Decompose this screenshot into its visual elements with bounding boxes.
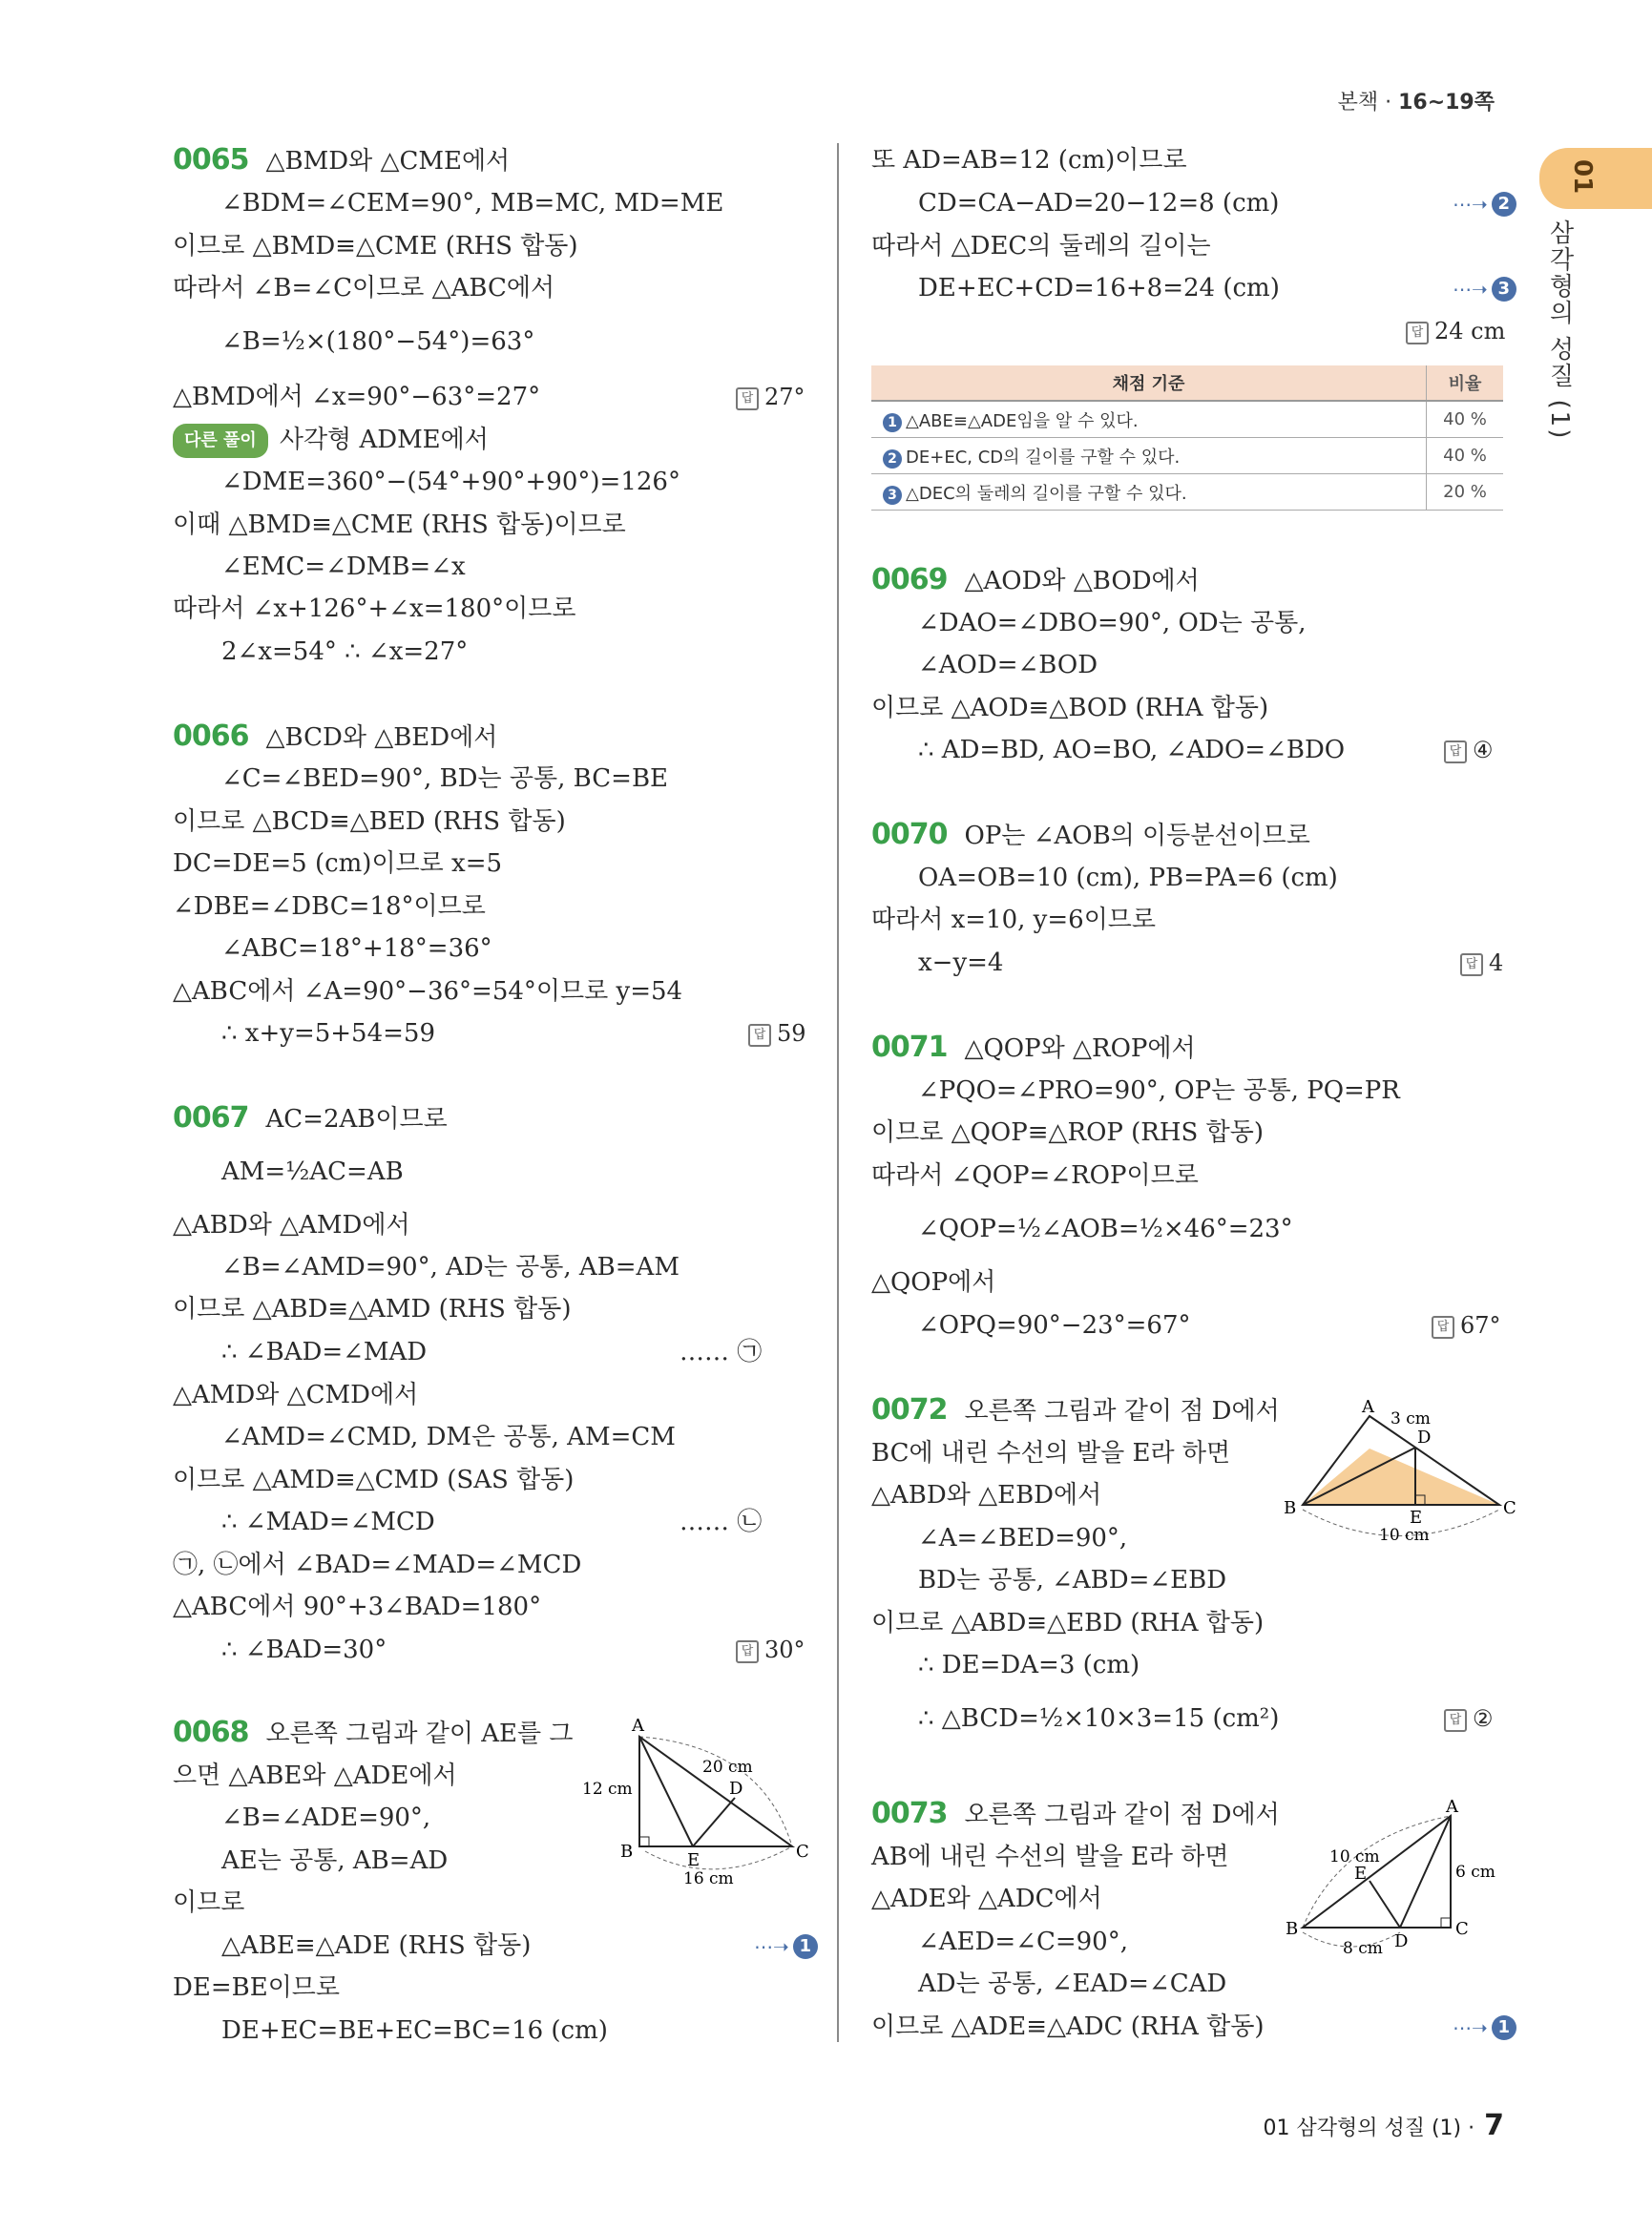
text-line: 또 AD=AB=12 (cm)이므로: [871, 146, 1187, 175]
fig-label: C: [796, 1842, 809, 1862]
text-line: 따라서 ∠QOP=∠ROP이므로: [871, 1161, 1199, 1190]
answer-0072: 답 ②: [1444, 1705, 1494, 1732]
problem-0072-heading: 0072 오른쪽 그림과 같이 점 D에서: [871, 1393, 1280, 1427]
text-line: 이므로 △BCD≡△BED (RHS 합동): [173, 807, 566, 836]
table-row: 1 △ABE≡△ADE임을 알 수 있다. 40 %: [871, 401, 1503, 438]
text-line: BD는 공통, ∠ABD=∠EBD: [918, 1566, 1227, 1595]
fig-label: B: [1284, 1498, 1297, 1518]
text-line: ∠BDM=∠CEM=90°, MB=MC, MD=ME: [221, 189, 724, 218]
fig-label: D: [729, 1779, 743, 1799]
fig-label: E: [687, 1850, 701, 1870]
text-line: DE+EC+CD=16+8=24 (cm): [918, 274, 1280, 302]
fig-label: B: [620, 1842, 634, 1862]
fig-label: A: [1446, 1799, 1458, 1817]
page-range: 16~19쪽: [1398, 91, 1495, 115]
text-line: ㉠, ㉡에서 ∠BAD=∠MAD=∠MCD: [173, 1551, 582, 1579]
fig-label: C: [1503, 1498, 1516, 1518]
text-line: △ABE≡△ADE (RHS 합동): [221, 1931, 532, 1960]
text-line: 따라서 ∠x+126°+∠x=180°이므로: [173, 594, 576, 623]
text-line: ∠EMC=∠DMB=∠x: [221, 553, 466, 581]
text-line: 2∠x=54° ∴ ∠x=27°: [221, 637, 469, 666]
text-line: △QOP에서: [871, 1268, 996, 1297]
text-line: ∠B=∠ADE=90°,: [221, 1804, 431, 1832]
fig-label: 8 cm: [1343, 1939, 1383, 1958]
text-line: ∠B=∠AMD=90°, AD는 공통, AB=AM: [221, 1253, 680, 1282]
answer-0065: 답 27°: [736, 384, 805, 410]
text-line: ∠A=∠BED=90°,: [918, 1524, 1128, 1553]
answer-0066: 답 59: [748, 1020, 806, 1047]
problem-0068-heading: 0068 오른쪽 그림과 같이 AE를 그: [173, 1716, 574, 1749]
alt-solution-badge: 다른 풀이: [173, 424, 268, 458]
text-line: ∠AMD=∠CMD, DM은 공통, AM=CM: [221, 1423, 676, 1451]
text-line: ∠AED=∠C=90°,: [918, 1928, 1128, 1956]
rubric-header: 채점 기준: [871, 365, 1427, 401]
text-line: △ABD와 △EBD에서: [871, 1481, 1102, 1510]
page-footer: 01 삼각형의 성질 (1) · 7: [1263, 2109, 1504, 2142]
alt-solution-line: 다른 풀이 사각형 ADME에서: [173, 424, 489, 458]
text-line: ∠QOP=½∠AOB=½×46°=23°: [918, 1215, 1293, 1243]
answer-0069: 답 ④: [1444, 737, 1494, 763]
text-line: CD=CA−AD=20−12=8 (cm): [918, 189, 1280, 218]
text-line: ∠PQO=∠PRO=90°, OP는 공통, PQ=PR: [918, 1076, 1400, 1105]
fig-label: B: [1286, 1919, 1299, 1939]
fig-label: 10 cm: [1329, 1847, 1380, 1866]
fig-label: 16 cm: [683, 1869, 734, 1888]
text-line: 이므로 △ABD≡△EBD (RHA 합동): [871, 1609, 1265, 1637]
page-header: 본책 · 16~19쪽: [1337, 91, 1495, 115]
problem-0070-heading: 0070 OP는 ∠AOB의 이등분선이므로: [871, 818, 1310, 851]
fig-label: D: [1394, 1931, 1409, 1951]
text-line: 이므로 △AMD≡△CMD (SAS 합동): [173, 1466, 575, 1494]
fig-label: 12 cm: [582, 1780, 633, 1799]
fig-label: 10 cm: [1379, 1526, 1430, 1545]
text-line: △AMD와 △CMD에서: [173, 1381, 419, 1409]
text-line: ∠C=∠BED=90°, BD는 공통, BC=BE: [221, 764, 669, 793]
fig-label: A: [1362, 1397, 1374, 1417]
chapter-side-title: 삼각형의 성질 (1): [1545, 219, 1574, 441]
text-line: DE+EC=BE+EC=BC=16 (cm): [221, 2016, 608, 2045]
text-line: BC에 내린 수선의 발을 E라 하면: [871, 1439, 1231, 1468]
text-line: ∴ ∠BAD=∠MAD: [221, 1338, 428, 1366]
rubric-header: 비율: [1427, 365, 1504, 401]
text-line: 이므로 △AOD≡△BOD (RHA 합동): [871, 694, 1269, 722]
text-line: DC=DE=5 (cm)이므로 x=5: [173, 849, 503, 878]
ref-marker-b: …… ㉡: [680, 1508, 763, 1536]
text-line: 따라서 △DEC의 둘레의 길이는: [871, 232, 1211, 261]
text-line: ∠DBE=∠DBC=18°이므로: [173, 892, 486, 921]
problem-0071-heading: 0071 △QOP와 △ROP에서: [871, 1031, 1196, 1064]
text-line: ∠DAO=∠DBO=90°, OD는 공통,: [918, 609, 1307, 637]
text-line: DE=BE이므로: [173, 1973, 341, 2002]
text-line: △ABC에서 ∠A=90°−36°=54°이므로 y=54: [173, 977, 683, 1006]
text-line: 따라서 ∠B=∠C이므로 △ABC에서: [173, 274, 555, 302]
step-marker-2: ⋯➝ 2: [1453, 188, 1516, 219]
text-line: OA=OB=10 (cm), PB=PA=6 (cm): [918, 864, 1338, 892]
fig-label: 6 cm: [1455, 1863, 1495, 1882]
answer-0068: 답 24 cm: [1406, 318, 1505, 344]
text-line: △BMD에서 ∠x=90°−63°=27°: [173, 383, 541, 411]
fig-label: A: [632, 1718, 644, 1736]
step-marker-3: ⋯➝ 3: [1453, 273, 1516, 304]
figure-0072-triangle: [1274, 1395, 1522, 1557]
text-line: ∴ △BCD=½×10×3=15 (cm²): [918, 1704, 1280, 1733]
text-line: △ABD와 △AMD에서: [173, 1211, 410, 1240]
problem-0073-heading: 0073 오른쪽 그림과 같이 점 D에서: [871, 1797, 1280, 1830]
answer-0067: 답 30°: [736, 1637, 805, 1663]
ref-marker-a: …… ㉠: [680, 1338, 763, 1366]
text-line: ∴ DE=DA=3 (cm): [918, 1651, 1140, 1679]
text-line: AB에 내린 수선의 발을 E라 하면: [871, 1843, 1229, 1871]
text-line: 이므로 △BMD≡△CME (RHS 합동): [173, 232, 578, 261]
page-number: 7: [1484, 2109, 1504, 2142]
text-line: 이므로: [173, 1888, 245, 1917]
grading-rubric-table: [871, 365, 1503, 511]
problem-0065-heading: 0065 △BMD와 △CME에서: [173, 143, 511, 177]
problem-0067-heading: 0067 AC=2AB이므로: [173, 1101, 448, 1135]
footer-part: (1): [1431, 2116, 1462, 2140]
text-line: 따라서 x=10, y=6이므로: [871, 906, 1157, 934]
fig-label: E: [1410, 1508, 1423, 1528]
text-line: AD는 공통, ∠EAD=∠CAD: [918, 1970, 1227, 1998]
text-line: ∠AOD=∠BOD: [918, 651, 1098, 679]
text-line: △ABC에서 90°+3∠BAD=180°: [173, 1593, 542, 1621]
book-label: 본책: [1337, 91, 1379, 115]
text-line: ∠OPQ=90°−23°=67°: [918, 1311, 1191, 1340]
fig-label: 20 cm: [702, 1758, 753, 1777]
text-line: AE는 공통, AB=AD: [221, 1846, 449, 1875]
step-marker-1: ⋯➝ 1: [1453, 2012, 1516, 2043]
table-row: 3 △DEC의 둘레의 길이를 구할 수 있다. 20 %: [871, 474, 1503, 511]
table-row: 2 DE+EC, CD의 길이를 구할 수 있다. 40 %: [871, 438, 1503, 474]
text-line: ∠ABC=18°+18°=36°: [221, 934, 492, 963]
text-line: x−y=4: [918, 949, 1004, 977]
figure-0068-triangle: [571, 1718, 819, 1889]
fig-label: C: [1455, 1919, 1469, 1939]
answer-0070: 답 4: [1460, 949, 1503, 976]
problem-0069-heading: 0069 △AOD와 △BOD에서: [871, 563, 1200, 596]
text-line: 이때 △BMD≡△CME (RHS 합동)이므로: [173, 511, 626, 539]
text-line: ∴ ∠BAD=30°: [221, 1636, 387, 1664]
text-line: 이므로 △ABD≡△AMD (RHS 합동): [173, 1295, 572, 1324]
text-line: ∠B=½×(180°−54°)=63°: [221, 327, 535, 356]
text-line: △ADE와 △ADC에서: [871, 1885, 1102, 1913]
text-line: ∠DME=360°−(54°+90°+90°)=126°: [221, 468, 680, 496]
figure-0073-triangle: [1274, 1799, 1522, 1961]
column-divider: [837, 143, 839, 2042]
fig-label: D: [1417, 1428, 1432, 1448]
chapter-tab: 01: [1539, 148, 1652, 209]
step-marker-1: ⋯➝ 1: [754, 1930, 818, 1962]
fig-label: E: [1354, 1864, 1368, 1884]
text-line: ∴ ∠MAD=∠MCD: [221, 1508, 435, 1536]
text-line: AM=½AC=AB: [221, 1157, 404, 1186]
footer-chapter: 01 삼각형의 성질: [1263, 2116, 1425, 2140]
fig-label: 3 cm: [1391, 1409, 1431, 1428]
text-line: ∴ AD=BD, AO=BO, ∠ADO=∠BDO: [918, 736, 1346, 764]
text-line: ∴ x+y=5+54=59: [221, 1019, 436, 1048]
text-line: 이므로 △ADE≡△ADC (RHA 합동): [871, 2012, 1265, 2041]
text-line: 으면 △ABE와 △ADE에서: [173, 1762, 457, 1790]
problem-0066-heading: 0066 △BCD와 △BED에서: [173, 719, 498, 753]
answer-0071: 답 67°: [1432, 1312, 1501, 1339]
text-line: 이므로 △QOP≡△ROP (RHS 합동): [871, 1118, 1265, 1147]
